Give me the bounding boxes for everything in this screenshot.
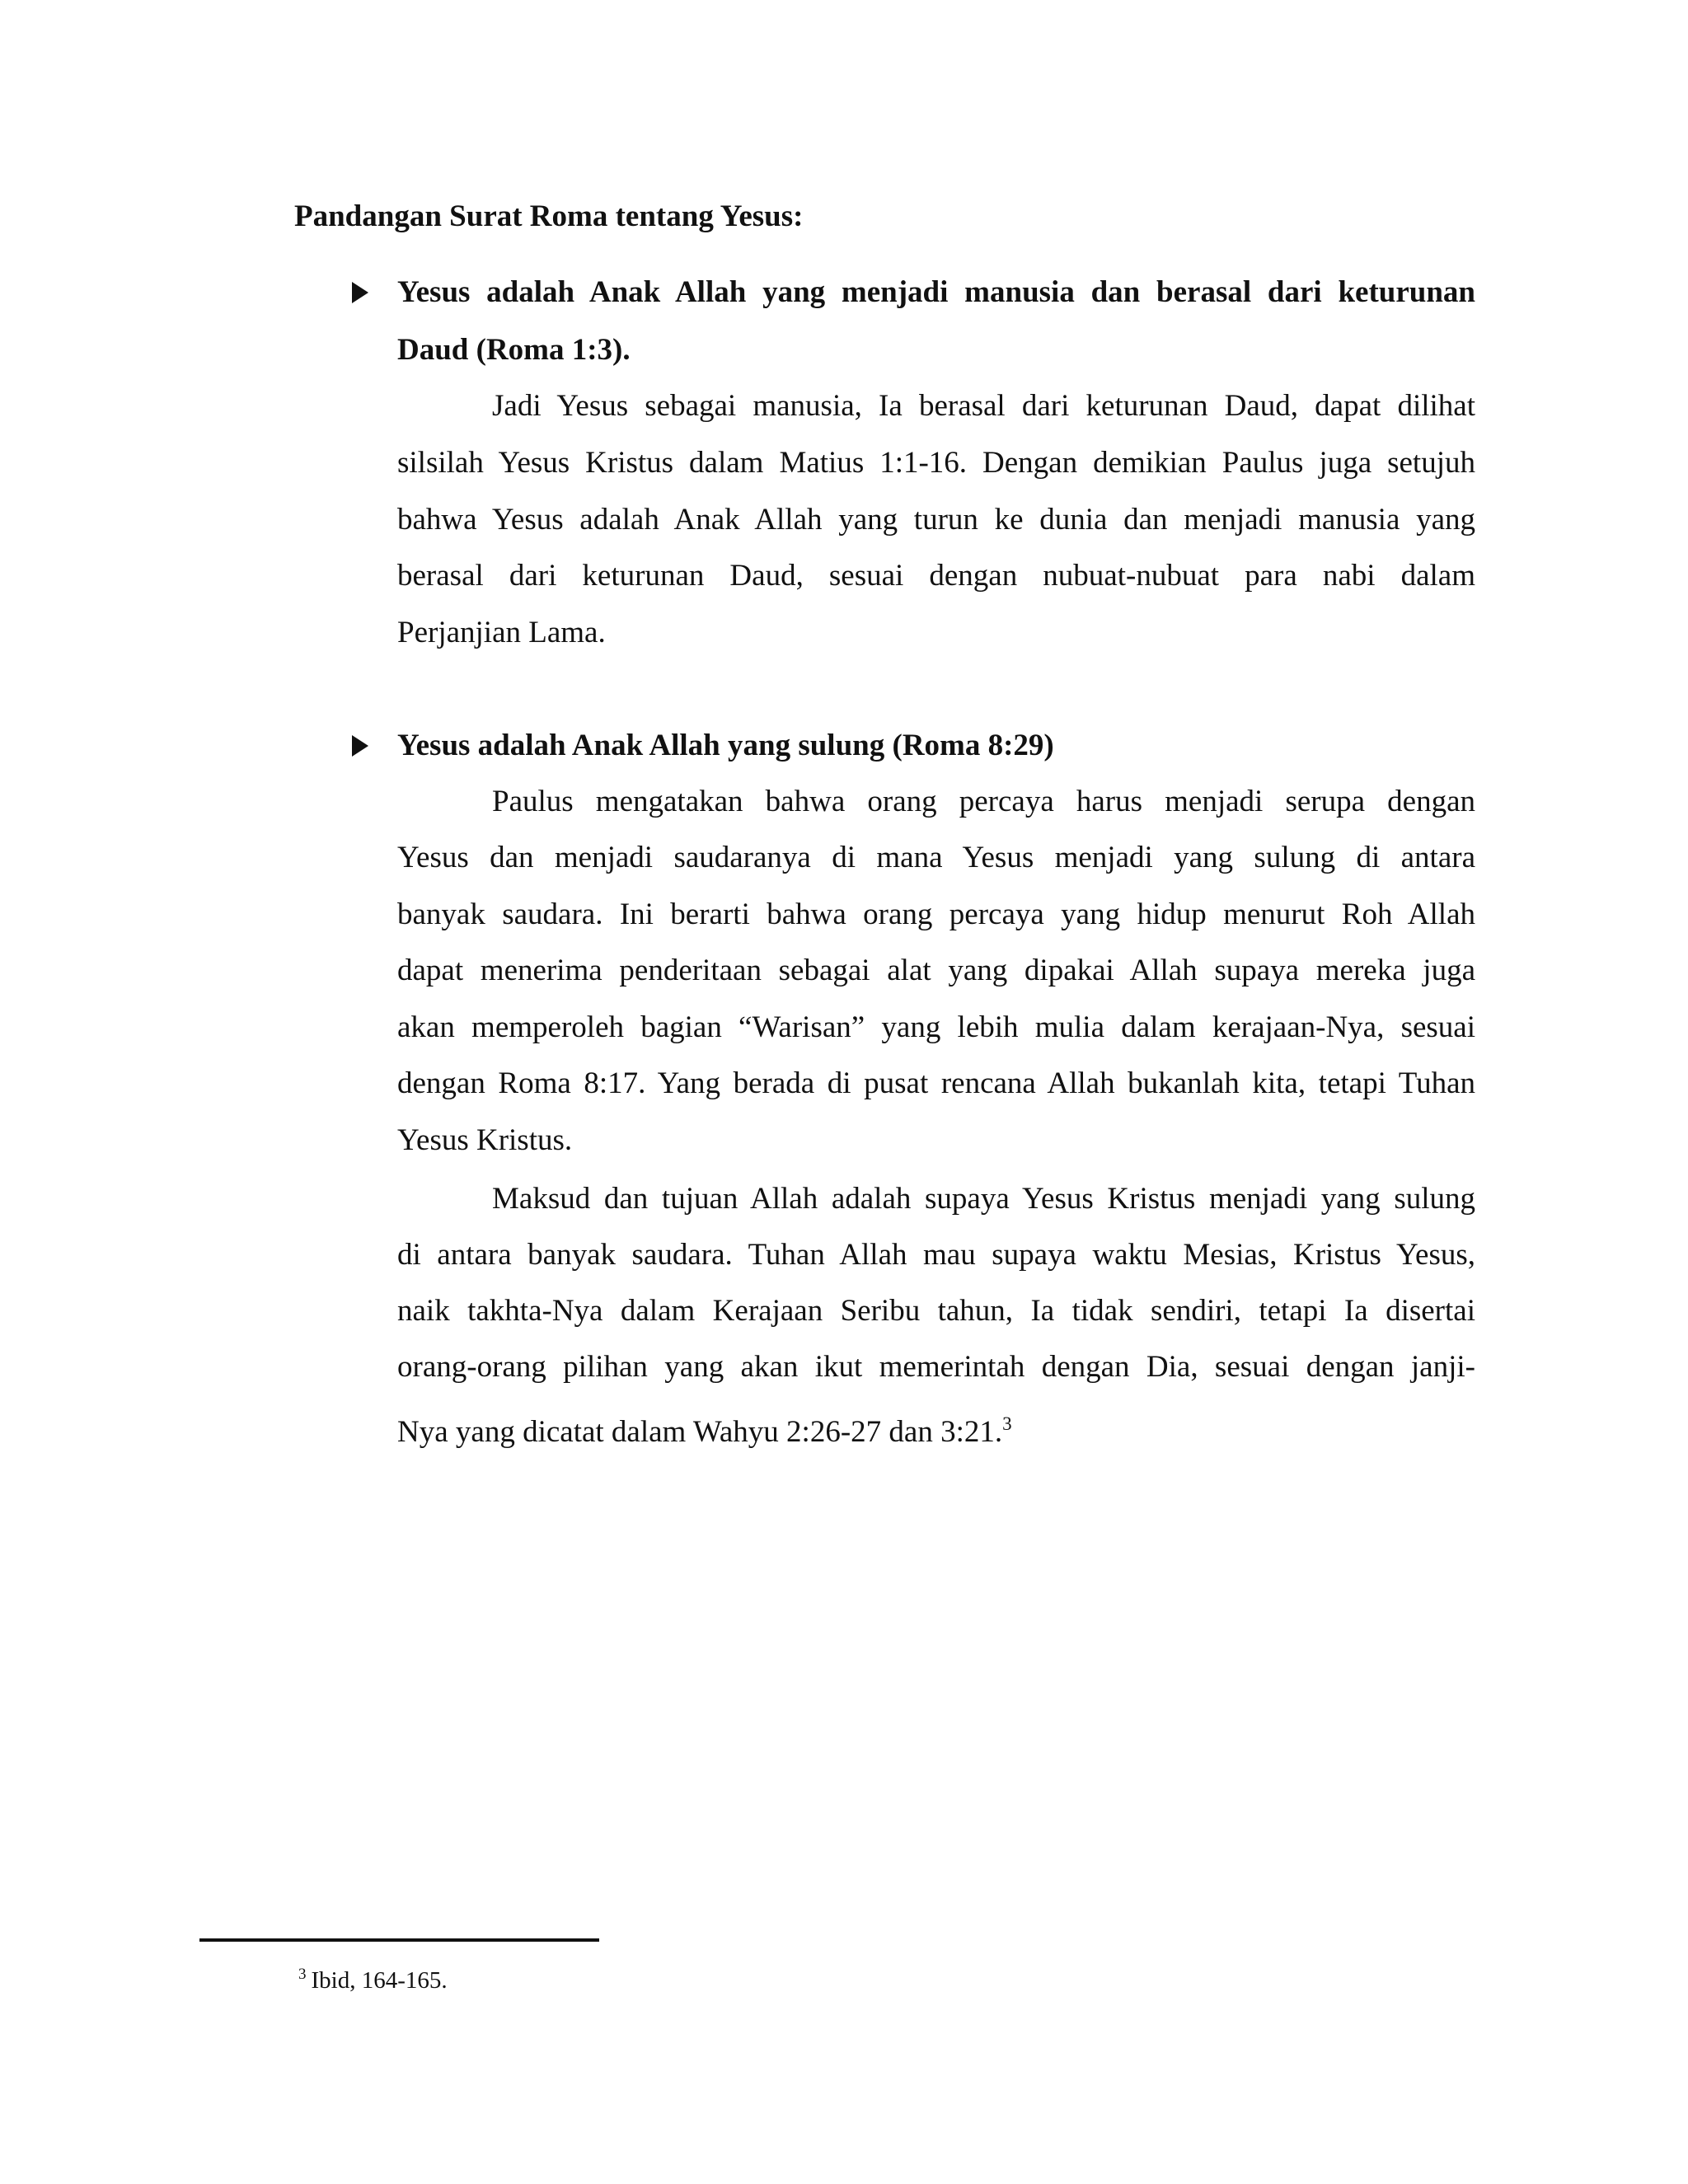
paragraph-line: berasal dari keturunan Daud, sesuai dengan nubuat-nubuat para nabi dalam (397, 559, 1475, 593)
paragraph-line: dengan Roma 8:17. Yang berada di pusat rencana Allah bukanlah kita, tetapi Tuhan (397, 1066, 1475, 1100)
paragraph-line: silsilah Yesus Kristus dalam Matius 1:1-16. Dengan demikian Paulus juga setujuh (397, 446, 1475, 480)
paragraph-line: Maksud dan tujuan Allah adalah supaya Yesus Kristus menjadi yang sulung (492, 1182, 1475, 1216)
bullet-heading-line: Daud (Roma 1:3). (397, 333, 631, 367)
paragraph-line: naik takhta-Nya dalam Kerajaan Seribu tahun, Ia tidak sendiri, tetapi Ia disertai (397, 1294, 1475, 1328)
footnote (298, 1958, 448, 1997)
paragraph-line: dapat menerima penderitaan sebagai alat yang dipakai Allah supaya mereka juga (397, 954, 1475, 987)
footnote-separator (199, 1938, 599, 1942)
bullet-arrow-icon (352, 282, 368, 303)
footnote-reference[interactable]: 3 (1002, 1413, 1012, 1434)
paragraph-line: Nya yang dicatat dalam Wahyu 2:26-27 dan 3:21.$^3$ (397, 1413, 1012, 1449)
section-heading: Pandangan Surat Roma tentang Yesus: (294, 199, 804, 233)
paragraph-line: orang-orang pilihan yang akan ikut memerintah dengan Dia, sesuai dengan janji- (397, 1350, 1475, 1384)
bullet-heading-line: Yesus adalah Anak Allah yang sulung (Roma 8:29) (397, 729, 1054, 762)
footnote-text: Ibid, 164-165. (311, 1967, 448, 1994)
bullet-arrow-icon (352, 735, 368, 757)
paragraph-line: Yesus dan menjadi saudaranya di mana Yesus menjadi yang sulung di antara (397, 841, 1475, 874)
bullet-heading-line: Yesus adalah Anak Allah yang menjadi manusia dan berasal dari keturunan (397, 275, 1475, 309)
paragraph-line: di antara banyak saudara. Tuhan Allah mau supaya waktu Mesias, Kristus Yesus, (397, 1238, 1475, 1272)
footnote-number: 3 (298, 1966, 307, 1983)
paragraph-line: Paulus mengatakan bahwa orang percaya harus menjadi serupa dengan (492, 785, 1475, 818)
paragraph-line: bahwa Yesus adalah Anak Allah yang turun ke dunia dan menjadi manusia yang (397, 503, 1475, 537)
paragraph-line: Yesus Kristus. (397, 1123, 573, 1157)
paragraph-line: akan memperoleh bagian “Warisan” yang lebih mulia dalam kerajaan-Nya, sesuai (397, 1010, 1475, 1044)
paragraph-line: Jadi Yesus sebagai manusia, Ia berasal dari keturunan Daud, dapat dilihat (492, 389, 1475, 423)
paragraph-line: banyak saudara. Ini berarti bahwa orang percaya yang hidup menurut Roh Allah (397, 898, 1475, 931)
paragraph-line: Perjanjian Lama. (397, 616, 606, 649)
